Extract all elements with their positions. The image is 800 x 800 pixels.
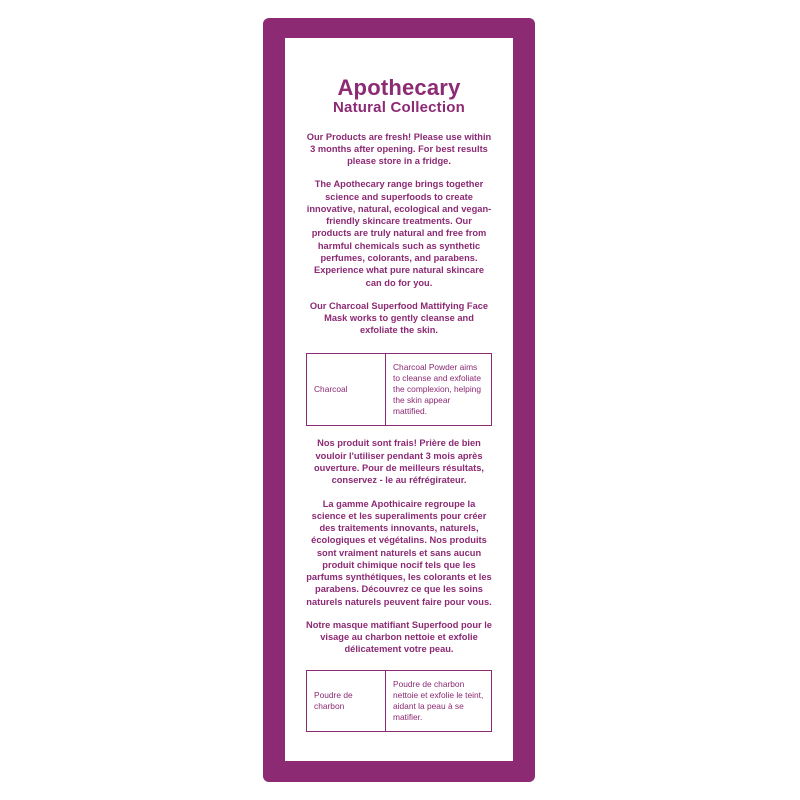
french-ingredient-name: Poudre de charbon [307,670,386,732]
label-white-area [285,38,513,761]
brand-subtitle: Natural Collection [333,99,465,117]
english-ingredient-name: Charcoal [307,353,386,426]
french-freshness-text: Nos produit sont frais! Prière de bien vouloir l'utiliser pendant 3 mois après ouverture. Pour de meilleurs résultats, conservez - le au réfrégirateur. [314,438,484,486]
english-ingredient-description: Charcoal Powder aims to cleanse and exfoliate the complexion, helping the skin appear mattified. [386,353,492,426]
english-about-text: The Apothecary range brings together science and superfoods to create innovative, natural, ecological and vegan-friendly skincare treatments. Our products are truly natural and free from harmful chemicals such as synthetic perfumes, colorants, and parabens. Experience what pure natural skincare can do for you. [306,179,492,288]
english-product-text: Our Charcoal Superfood Mattifying Face Mask works to gently cleanse and exfoliate the skin. [309,300,489,336]
english-freshness-text: Our Products are fresh! Please use within 3 months after opening. For best results please store in a fridge. [306,131,492,167]
table-row [307,670,492,732]
english-ingredient-table [306,353,492,427]
brand-block [299,76,499,117]
french-about-text: La gamme Apothicaire regroupe la science et les superaliments pour créer des traitements innovants, naturels, écologiques et végétalins. Nos produits sont vraiment naturels et sans aucun produit chimique nocif tels que les parfums synthétiques, les colorants et les parabens. Découvrez ce que les soins naturels naturels peuvent faire pour vous. [306,498,492,607]
french-ingredient-table [306,670,492,733]
french-product-text: Notre masque matifiant Superfood pour le visage au charbon nettoie et exfolie délicatement votre peau. [306,619,492,655]
french-ingredient-description: Poudre de charbon nettoie et exfolie le teint, aidant la peau à se matifier. [386,670,492,732]
package-panel [263,18,535,782]
brand-name: Apothecary [337,75,461,100]
table-row [307,353,492,426]
